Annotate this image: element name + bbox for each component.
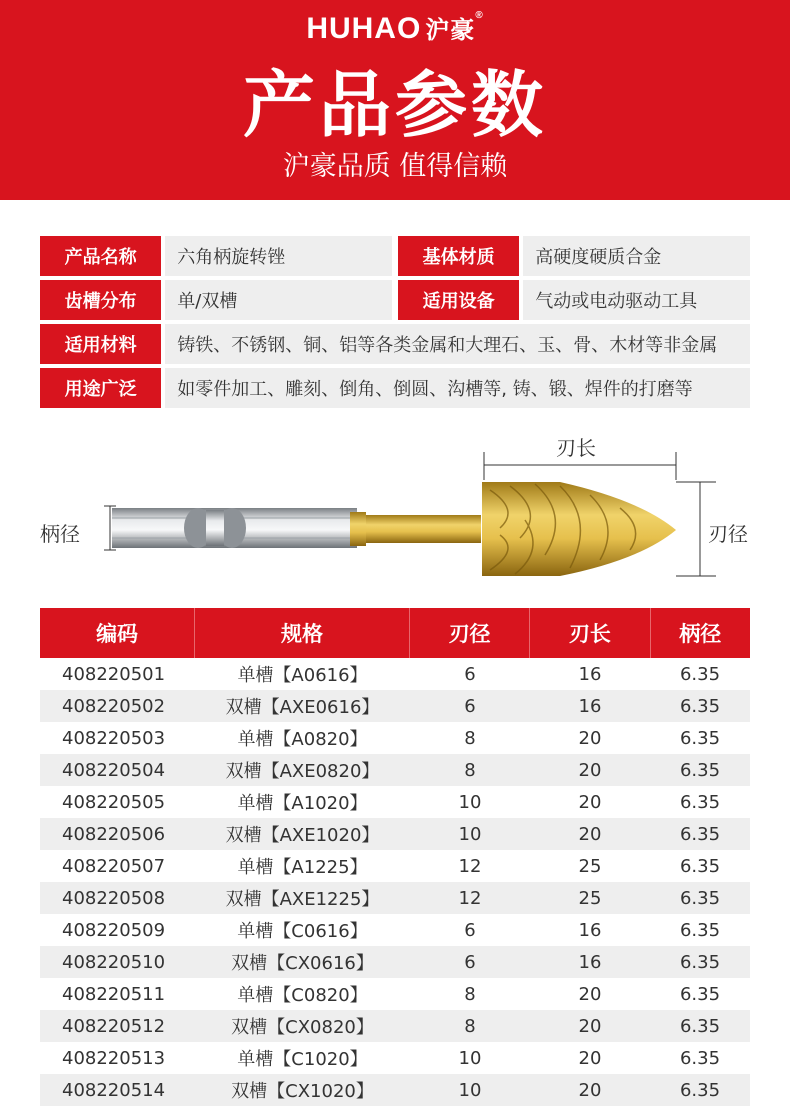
- cell-code: 408220504: [62, 759, 166, 781]
- cell-blade-length: 20: [578, 791, 602, 813]
- cell-blade-length: 20: [578, 1047, 602, 1069]
- spec-table: [40, 608, 750, 1106]
- cell-spec: 双槽【CX0820】: [231, 1017, 374, 1038]
- table-row: [40, 1042, 750, 1074]
- cell-spec: 单槽【A1020】: [237, 793, 368, 814]
- param-value-usage: 如零件加工、雕刻、倒角、倒圆、沟槽等, 铸、锻、焊件的打磨等: [165, 368, 750, 408]
- gold-shank: [366, 515, 481, 543]
- brand-name-en: HUHAO: [306, 12, 422, 45]
- cell-shank-diameter: 6.35: [679, 1047, 721, 1069]
- cell-blade-diameter: 6: [464, 951, 476, 973]
- param-label-usage: 用途广泛: [40, 368, 161, 408]
- page-title: 产品参数: [242, 63, 547, 147]
- cell-blade-diameter: 10: [458, 1079, 482, 1101]
- cell-code: 408220510: [62, 951, 166, 973]
- header-blade-diameter: 刃径: [410, 608, 530, 658]
- cell-shank-diameter: 6.35: [679, 823, 721, 845]
- cell-code: 408220508: [62, 887, 166, 909]
- burr-head: [482, 482, 676, 576]
- param-value-flutes: 单/双槽: [165, 280, 392, 320]
- table-row: [40, 754, 750, 786]
- cell-blade-length: 20: [578, 1015, 602, 1037]
- param-label-applicable: 适用材料: [40, 324, 161, 364]
- cell-shank-diameter: 6.35: [679, 759, 721, 781]
- page-subtitle: 沪豪品质 值得信赖: [282, 151, 508, 182]
- label-blade-diameter: 刃径: [708, 522, 748, 546]
- cell-spec: 单槽【A0616】: [237, 665, 368, 686]
- table-row: [40, 882, 750, 914]
- table-row: [40, 1074, 750, 1106]
- registered-mark: ®: [475, 10, 484, 21]
- cell-spec: 单槽【C0820】: [237, 985, 368, 1006]
- cell-blade-length: 25: [578, 887, 602, 909]
- param-value-applicable: 铸铁、不锈钢、铜、铝等各类金属和大理石、玉、骨、木材等非金属: [165, 324, 750, 364]
- cell-code: 408220511: [62, 983, 166, 1005]
- header-code: 编码: [40, 608, 195, 658]
- burr-illustration: [0, 420, 790, 600]
- cell-code: 408220506: [62, 823, 166, 845]
- cell-blade-diameter: 6: [464, 695, 476, 717]
- cell-shank-diameter: 6.35: [679, 919, 721, 941]
- header-spec: 规格: [195, 608, 410, 658]
- cell-blade-diameter: 12: [458, 855, 482, 877]
- cell-blade-diameter: 8: [464, 983, 476, 1005]
- cell-blade-diameter: 8: [464, 727, 476, 749]
- cell-shank-diameter: 6.35: [679, 1015, 721, 1037]
- param-label-equipment: 适用设备: [398, 280, 519, 320]
- header-shank-diameter: 柄径: [679, 622, 722, 646]
- cell-blade-length: 20: [578, 727, 602, 749]
- cell-code: 408220514: [62, 1079, 166, 1101]
- params-row: [40, 368, 750, 408]
- cell-shank-diameter: 6.35: [679, 951, 721, 973]
- cell-blade-diameter: 8: [464, 1015, 476, 1037]
- cell-blade-length: 16: [578, 919, 602, 941]
- param-value-name: 六角柄旋转锉: [165, 236, 392, 276]
- cell-shank-diameter: 6.35: [679, 727, 721, 749]
- cell-spec: 单槽【C1020】: [237, 1049, 368, 1070]
- product-diagram: [0, 420, 790, 600]
- cell-code: 408220509: [62, 919, 166, 941]
- param-value-equipment: 气动或电动驱动工具: [523, 280, 750, 320]
- cell-code: 408220507: [62, 855, 166, 877]
- cell-shank-diameter: 6.35: [679, 855, 721, 877]
- param-label-flutes: 齿槽分布: [40, 280, 161, 320]
- param-label-name: 产品名称: [40, 236, 161, 276]
- table-row: [40, 658, 750, 690]
- table-header: [40, 608, 750, 658]
- table-row: [40, 1010, 750, 1042]
- params-row: [40, 324, 750, 364]
- label-blade-length: 刃长: [556, 436, 596, 460]
- table-row: [40, 786, 750, 818]
- cell-shank-diameter: 6.35: [679, 983, 721, 1005]
- param-value-material: 高硬度硬质合金: [523, 236, 750, 276]
- cell-blade-diameter: 10: [458, 1047, 482, 1069]
- cell-blade-length: 20: [578, 823, 602, 845]
- cell-spec: 单槽【C0616】: [237, 921, 368, 942]
- header-banner: [0, 0, 790, 200]
- table-row: [40, 690, 750, 722]
- table-row: [40, 978, 750, 1010]
- cell-blade-length: 16: [578, 663, 602, 685]
- cell-blade-length: 20: [578, 759, 602, 781]
- cell-shank-diameter: 6.35: [679, 663, 721, 685]
- table-row: [40, 914, 750, 946]
- cell-spec: 单槽【A1225】: [237, 857, 368, 878]
- table-row: [40, 946, 750, 978]
- table-row: [40, 850, 750, 882]
- params-row: [40, 236, 750, 276]
- cell-spec: 双槽【AXE0820】: [225, 761, 380, 782]
- cell-spec: 双槽【AXE1225】: [225, 889, 380, 910]
- cell-code: 408220501: [62, 663, 166, 685]
- cell-shank-diameter: 6.35: [679, 695, 721, 717]
- cell-blade-diameter: 10: [458, 791, 482, 813]
- table-body: [40, 658, 750, 1106]
- cell-blade-length: 20: [578, 983, 602, 1005]
- cell-shank-diameter: 6.35: [679, 887, 721, 909]
- cell-code: 408220503: [62, 727, 166, 749]
- brand-logo: [0, 10, 790, 46]
- cell-blade-length: 16: [578, 951, 602, 973]
- cell-code: 408220512: [62, 1015, 166, 1037]
- cell-code: 408220513: [62, 1047, 166, 1069]
- header-blade-length: 刃长: [530, 608, 650, 658]
- table-row: [40, 722, 750, 754]
- table-row: [40, 818, 750, 850]
- cell-blade-length: 20: [578, 1079, 602, 1101]
- cell-spec: 双槽【AXE0616】: [225, 697, 380, 718]
- cell-spec: 单槽【A0820】: [237, 729, 368, 750]
- param-label-material: 基体材质: [398, 236, 519, 276]
- cell-code: 408220505: [62, 791, 166, 813]
- cell-spec: 双槽【AXE1020】: [225, 825, 380, 846]
- cell-shank-diameter: 6.35: [679, 1079, 721, 1101]
- cell-code: 408220502: [62, 695, 166, 717]
- label-shank-diameter: 柄径: [40, 522, 80, 546]
- cell-shank-diameter: 6.35: [679, 791, 721, 813]
- brand-name-cn: 沪豪: [425, 17, 476, 44]
- cell-spec: 双槽【CX0616】: [231, 953, 374, 974]
- cell-blade-diameter: 8: [464, 759, 476, 781]
- cell-blade-length: 25: [578, 855, 602, 877]
- params-panel: [40, 236, 750, 412]
- cell-blade-diameter: 10: [458, 823, 482, 845]
- cell-blade-diameter: 6: [464, 919, 476, 941]
- cell-blade-length: 16: [578, 695, 602, 717]
- cell-blade-diameter: 6: [464, 663, 476, 685]
- cell-spec: 双槽【CX1020】: [231, 1081, 374, 1102]
- params-row: [40, 280, 750, 320]
- cell-blade-diameter: 12: [458, 887, 482, 909]
